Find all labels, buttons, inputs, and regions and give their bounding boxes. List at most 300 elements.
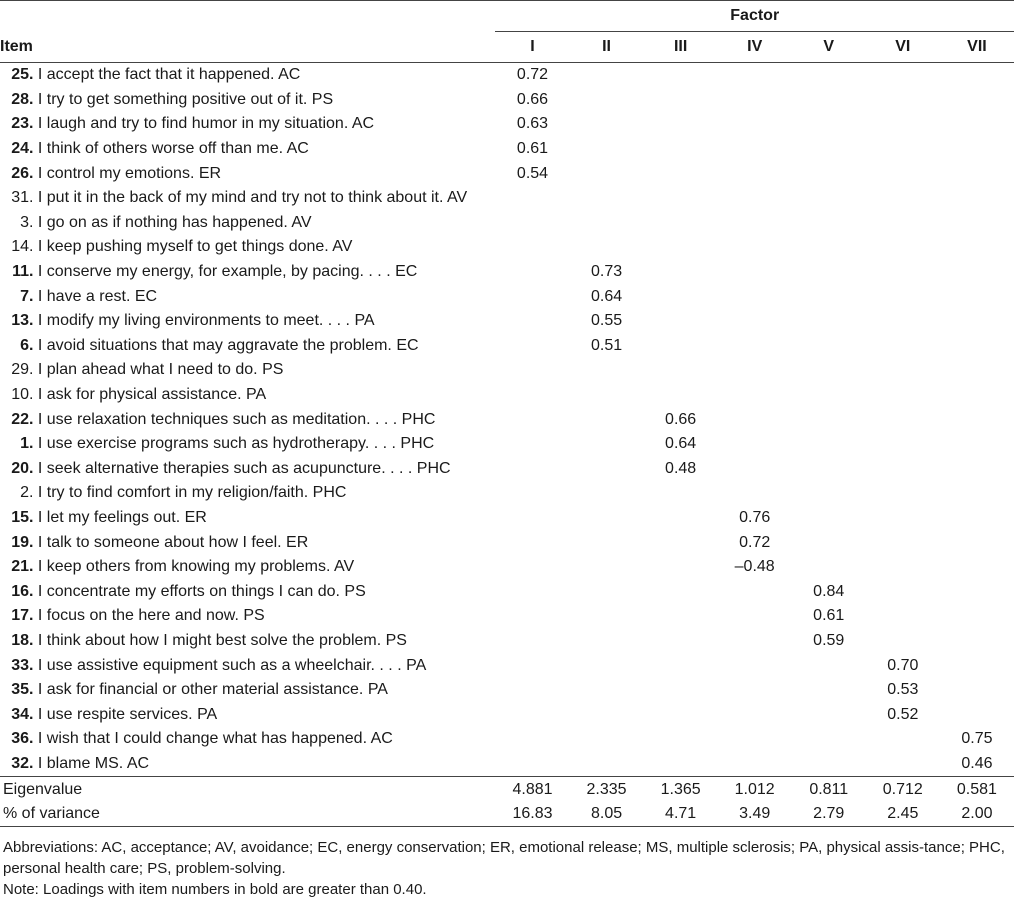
- item-cell: [0, 752, 495, 777]
- loading-cell: [940, 112, 1014, 137]
- item-text: I use assistive equipment such as a wheelchair. . . . PA: [37, 656, 427, 674]
- loading-cell: [866, 334, 940, 359]
- factor-heading-7: VII: [967, 38, 987, 55]
- loading-cell: [644, 481, 718, 506]
- item-cell: [0, 161, 495, 186]
- item-number: 24: [11, 140, 29, 158]
- item-number: 16: [11, 582, 29, 600]
- loading-cell: [718, 63, 792, 88]
- loading-cell: [644, 702, 718, 727]
- eigenvalue-cell: 1.012: [718, 777, 792, 802]
- item-number-period: .: [29, 361, 38, 379]
- item-number: 18: [11, 631, 29, 649]
- item-text: I focus on the here and now. PS: [37, 607, 265, 625]
- item-cell: [0, 432, 495, 457]
- loading-cell: [644, 530, 718, 555]
- factor-heading-3: III: [673, 38, 688, 55]
- table-row: [0, 702, 1014, 727]
- eigenvalue-cell: 0.581: [940, 777, 1014, 802]
- loading-cell: [866, 432, 940, 457]
- item-number: 35: [11, 681, 29, 699]
- loading-cell: [718, 407, 792, 432]
- loading-cell: [792, 432, 866, 457]
- loading-cell: [792, 407, 866, 432]
- loading-cell: [866, 235, 940, 260]
- item-text: I laugh and try to find humor in my situation. AC: [37, 115, 375, 133]
- loading-cell: [792, 334, 866, 359]
- item-number-period: .: [29, 558, 38, 576]
- loading-cell: [570, 186, 644, 211]
- loading-cell: [792, 88, 866, 113]
- loading-cell: [718, 88, 792, 113]
- loading-cell: [866, 457, 940, 482]
- item-cell: [0, 407, 495, 432]
- variance-cell: 16.83: [495, 802, 569, 827]
- item-number-period: .: [29, 66, 38, 84]
- table-row: [0, 727, 1014, 752]
- loading-cell: [792, 752, 866, 777]
- loading-cell: [940, 702, 1014, 727]
- item-number-period: .: [29, 336, 38, 354]
- item-cell: [0, 260, 495, 285]
- loading-cell: [718, 235, 792, 260]
- loading-cell: [644, 653, 718, 678]
- item-number: 6: [20, 336, 29, 354]
- item-number-period: .: [29, 435, 38, 453]
- loading-cell: [940, 309, 1014, 334]
- loading-cell: [570, 137, 644, 162]
- loading-cell: [940, 186, 1014, 211]
- loading-cell: [866, 161, 940, 186]
- loading-cell: [570, 555, 644, 580]
- loading-cell: [644, 358, 718, 383]
- loading-cell: [495, 702, 569, 727]
- table-footnotes: [0, 827, 1014, 900]
- table-row: [0, 555, 1014, 580]
- header-blank: [0, 1, 495, 32]
- loading-cell: [940, 481, 1014, 506]
- loading-cell: [940, 235, 1014, 260]
- loading-cell: [644, 63, 718, 88]
- table-row: [0, 186, 1014, 211]
- loading-cell: 0.84: [813, 582, 845, 600]
- loading-cell: [570, 702, 644, 727]
- item-number: 17: [11, 607, 29, 625]
- loading-cell: [495, 653, 569, 678]
- loading-cell: [718, 457, 792, 482]
- item-text: I put it in the back of my mind and try not to think about it. AV: [37, 189, 468, 207]
- loading-cell: 0.76: [739, 508, 771, 526]
- loading-cell: [570, 63, 644, 88]
- loading-cell: 0.53: [887, 681, 919, 699]
- loading-cell: [792, 309, 866, 334]
- item-cell: [0, 211, 495, 236]
- loading-cell: [866, 137, 940, 162]
- item-text: I use relaxation techniques such as meditation. . . . PHC: [37, 410, 436, 428]
- table-row: [0, 678, 1014, 703]
- loading-cell: 0.72: [739, 533, 771, 551]
- loading-cell: [866, 284, 940, 309]
- item-number: 7: [20, 287, 29, 305]
- item-number: 34: [11, 705, 29, 723]
- loading-cell: [718, 653, 792, 678]
- item-number-period: .: [29, 164, 38, 182]
- abbreviations-note: Abbreviations: AC, acceptance; AV, avoidance; EC, energy conservation; ER, emotional release; MS, multiple sclerosis; PA, physical assis-tance; PHC, personal health care; PS, problem-solving.: [3, 839, 1005, 878]
- table-row: [0, 309, 1014, 334]
- loading-cell: [570, 481, 644, 506]
- item-text: I try to get something positive out of it. PS: [37, 90, 334, 108]
- loading-cell: 0.75: [961, 730, 993, 748]
- loading-cell: [792, 161, 866, 186]
- item-number: 20: [11, 459, 29, 477]
- loading-cell: 0.66: [516, 90, 549, 108]
- table-row: [0, 506, 1014, 531]
- table-body: [0, 63, 1014, 777]
- loading-cell: [866, 579, 940, 604]
- loading-cell: [940, 629, 1014, 654]
- item-number: 10: [11, 386, 29, 404]
- loading-cell: [718, 604, 792, 629]
- item-number: 15: [11, 508, 29, 526]
- loading-cell: 0.46: [961, 754, 993, 772]
- item-number-period: .: [29, 140, 38, 158]
- item-text: I blame MS. AC: [37, 754, 150, 772]
- loading-cell: [570, 235, 644, 260]
- loading-cell: 0.72: [516, 66, 549, 84]
- item-number: 28: [11, 90, 29, 108]
- loading-cell: 0.52: [887, 705, 919, 723]
- loading-cell: [940, 161, 1014, 186]
- loading-cell: [495, 727, 569, 752]
- item-cell: [0, 383, 495, 408]
- factor-heading-5: V: [823, 38, 835, 55]
- table-row: [0, 604, 1014, 629]
- loading-cell: [792, 211, 866, 236]
- factor-heading-1: I: [530, 38, 535, 55]
- loading-cell: [570, 530, 644, 555]
- item-number-period: .: [29, 681, 38, 699]
- item-cell: [0, 506, 495, 531]
- item-cell: [0, 457, 495, 482]
- item-number-period: .: [29, 189, 38, 207]
- table-row: [0, 481, 1014, 506]
- item-number-period: .: [29, 730, 38, 748]
- table-row: [0, 653, 1014, 678]
- loading-cell: [570, 604, 644, 629]
- loading-cell: [792, 530, 866, 555]
- item-number: 14: [11, 238, 29, 256]
- loading-cell: [495, 432, 569, 457]
- loading-cell: [570, 211, 644, 236]
- loading-cell: 0.63: [516, 115, 549, 133]
- item-cell: [0, 309, 495, 334]
- loading-cell: [792, 555, 866, 580]
- item-number: 21: [11, 558, 29, 576]
- table-row: [0, 383, 1014, 408]
- item-number-period: .: [29, 263, 38, 281]
- loading-cell: 0.54: [516, 164, 549, 182]
- loading-cell: [495, 260, 569, 285]
- item-number: 22: [11, 410, 29, 428]
- table-row: [0, 530, 1014, 555]
- loading-cell: [495, 506, 569, 531]
- table-row: [0, 260, 1014, 285]
- variance-cell: 4.71: [644, 802, 718, 827]
- item-cell: [0, 727, 495, 752]
- variance-cell: 3.49: [718, 802, 792, 827]
- table-row: [0, 629, 1014, 654]
- table-row: [0, 137, 1014, 162]
- loading-cell: [644, 211, 718, 236]
- loading-cell: [644, 383, 718, 408]
- item-cell: [0, 678, 495, 703]
- item-number: 36: [11, 730, 29, 748]
- item-number: 26: [11, 164, 29, 182]
- item-text: I talk to someone about how I feel. ER: [37, 533, 309, 551]
- loading-cell: [866, 629, 940, 654]
- loading-cell: [570, 579, 644, 604]
- loading-cell: [940, 457, 1014, 482]
- item-number-period: .: [29, 705, 38, 723]
- loading-cell: [792, 457, 866, 482]
- loading-cell: [495, 407, 569, 432]
- loading-cell: [495, 383, 569, 408]
- item-cell: [0, 530, 495, 555]
- variance-cell: 2.00: [940, 802, 1014, 827]
- item-text: I concentrate my efforts on things I can do. PS: [37, 582, 366, 600]
- item-number: 3: [20, 213, 29, 231]
- variance-cell: 2.79: [792, 802, 866, 827]
- eigenvalue-label: Eigenvalue: [0, 777, 495, 802]
- loading-cell: [792, 702, 866, 727]
- item-number: 33: [11, 656, 29, 674]
- loading-cell: [495, 629, 569, 654]
- item-number-period: .: [29, 631, 38, 649]
- bold-loading-note: Note: Loadings with item numbers in bold are greater than 0.40.: [3, 881, 427, 899]
- loading-cell: [644, 752, 718, 777]
- item-cell: [0, 284, 495, 309]
- loading-cell: [718, 702, 792, 727]
- loading-cell: [570, 678, 644, 703]
- variance-label: % of variance: [0, 802, 495, 827]
- item-number-period: .: [29, 656, 38, 674]
- loading-cell: [570, 629, 644, 654]
- table-row: [0, 432, 1014, 457]
- loading-cell: [940, 530, 1014, 555]
- loading-cell: [495, 235, 569, 260]
- loading-cell: [644, 579, 718, 604]
- factor-group-heading: Factor: [495, 1, 1014, 32]
- eigenvalue-cell: 4.881: [495, 777, 569, 802]
- loading-cell: 0.59: [813, 631, 845, 649]
- item-number-period: .: [29, 287, 38, 305]
- item-cell: [0, 653, 495, 678]
- item-number-period: .: [29, 386, 38, 404]
- eigenvalue-cell: 1.365: [644, 777, 718, 802]
- item-text: I let my feelings out. ER: [37, 508, 207, 526]
- table-row: [0, 752, 1014, 777]
- item-number: 1: [20, 435, 29, 453]
- loading-cell: [940, 407, 1014, 432]
- table-row: [0, 63, 1014, 88]
- loading-cell: [792, 481, 866, 506]
- loading-cell: [792, 186, 866, 211]
- loading-cell: [495, 358, 569, 383]
- item-text: I go on as if nothing has happened. AV: [37, 213, 312, 231]
- table-row: [0, 88, 1014, 113]
- loading-cell: [866, 481, 940, 506]
- loading-cell: [792, 506, 866, 531]
- item-text: I conserve my energy, for example, by pacing. . . . EC: [37, 263, 418, 281]
- item-number: 2: [20, 484, 29, 502]
- loading-cell: [866, 63, 940, 88]
- loading-cell: [644, 334, 718, 359]
- eigenvalue-cell: 0.811: [792, 777, 866, 802]
- loading-cell: [866, 358, 940, 383]
- loading-cell: [792, 63, 866, 88]
- loading-cell: [644, 88, 718, 113]
- item-cell: [0, 112, 495, 137]
- loading-cell: [940, 604, 1014, 629]
- loading-cell: [718, 752, 792, 777]
- item-text: I avoid situations that may aggravate the problem. EC: [37, 336, 419, 354]
- item-cell: [0, 137, 495, 162]
- item-number-period: .: [29, 607, 38, 625]
- loading-cell: 0.61: [813, 607, 845, 625]
- item-text: I have a rest. EC: [37, 287, 158, 305]
- loading-cell: [718, 678, 792, 703]
- item-text: I use exercise programs such as hydrotherapy. . . . PHC: [37, 435, 435, 453]
- item-cell: [0, 235, 495, 260]
- item-number-period: .: [29, 115, 38, 133]
- item-text: I ask for financial or other material assistance. PA: [37, 681, 388, 699]
- item-cell: [0, 481, 495, 506]
- loading-cell: [718, 334, 792, 359]
- loading-cell: [718, 309, 792, 334]
- loading-cell: [718, 629, 792, 654]
- loading-cell: [792, 678, 866, 703]
- loading-cell: [866, 211, 940, 236]
- item-cell: [0, 334, 495, 359]
- loading-cell: [718, 260, 792, 285]
- loading-cell: [866, 530, 940, 555]
- item-number-period: .: [29, 582, 38, 600]
- loading-cell: [866, 555, 940, 580]
- loading-cell: [570, 383, 644, 408]
- table-statistics: [0, 777, 1014, 827]
- item-number: 29: [11, 361, 29, 379]
- loading-cell: [644, 604, 718, 629]
- variance-cell: 8.05: [570, 802, 644, 827]
- item-text: I plan ahead what I need to do. PS: [37, 361, 284, 379]
- loading-cell: [570, 112, 644, 137]
- loading-cell: [570, 653, 644, 678]
- loading-cell: [940, 678, 1014, 703]
- item-text: I keep others from knowing my problems. AV: [37, 558, 355, 576]
- loading-cell: [644, 309, 718, 334]
- loading-cell: [940, 211, 1014, 236]
- loading-cell: [718, 161, 792, 186]
- loading-cell: [940, 432, 1014, 457]
- table-row: [0, 334, 1014, 359]
- item-number-period: .: [29, 312, 38, 330]
- item-number: 25: [11, 66, 29, 84]
- item-text: I accept the fact that it happened. AC: [37, 66, 301, 84]
- item-number: 19: [11, 533, 29, 551]
- item-number-period: .: [29, 238, 38, 256]
- item-number-period: .: [29, 508, 38, 526]
- loading-cell: 0.48: [665, 459, 697, 477]
- loading-cell: [940, 506, 1014, 531]
- loading-cell: [866, 506, 940, 531]
- loading-cell: [866, 383, 940, 408]
- item-number: 31: [11, 189, 29, 207]
- loading-cell: [570, 457, 644, 482]
- loading-cell: [495, 186, 569, 211]
- loading-cell: [866, 727, 940, 752]
- loading-cell: [495, 555, 569, 580]
- loading-cell: [940, 284, 1014, 309]
- loading-cell: [570, 506, 644, 531]
- factor-heading-2: II: [602, 38, 611, 55]
- loading-cell: [718, 432, 792, 457]
- item-number-period: .: [29, 90, 38, 108]
- item-number-period: .: [29, 754, 38, 772]
- item-text: I try to find comfort in my religion/faith. PHC: [37, 484, 347, 502]
- loading-cell: [570, 432, 644, 457]
- loading-cell: [644, 112, 718, 137]
- item-column-heading: Item: [0, 37, 33, 55]
- loading-cell: [792, 235, 866, 260]
- loading-cell: [718, 112, 792, 137]
- loading-cell: [866, 604, 940, 629]
- item-number: 32: [11, 754, 29, 772]
- table-row: [0, 235, 1014, 260]
- variance-row: [0, 802, 1014, 827]
- eigenvalue-cell: 0.712: [866, 777, 940, 802]
- loading-cell: [495, 284, 569, 309]
- loading-cell: 0.64: [665, 435, 697, 453]
- item-text: I wish that I could change what has happened. AC: [37, 730, 393, 748]
- loading-cell: [718, 481, 792, 506]
- item-cell: [0, 63, 495, 88]
- loading-cell: [792, 727, 866, 752]
- item-cell: [0, 702, 495, 727]
- loading-cell: [644, 506, 718, 531]
- loading-cell: [570, 358, 644, 383]
- item-text: I control my emotions. ER: [37, 164, 222, 182]
- loading-cell: [718, 284, 792, 309]
- loading-cell: [940, 653, 1014, 678]
- loading-cell: [866, 407, 940, 432]
- item-cell: [0, 604, 495, 629]
- loading-cell: [940, 63, 1014, 88]
- loading-cell: [792, 383, 866, 408]
- loading-cell: [940, 579, 1014, 604]
- loading-cell: [495, 457, 569, 482]
- item-number-period: .: [29, 484, 38, 502]
- loading-cell: [792, 137, 866, 162]
- eigenvalue-row: [0, 777, 1014, 802]
- loading-cell: [940, 383, 1014, 408]
- item-number: 23: [11, 115, 29, 133]
- item-text: I ask for physical assistance. PA: [37, 386, 267, 404]
- loading-cell: [644, 161, 718, 186]
- item-number-period: .: [29, 410, 38, 428]
- table-row: [0, 358, 1014, 383]
- loading-cell: [792, 112, 866, 137]
- loading-cell: [644, 284, 718, 309]
